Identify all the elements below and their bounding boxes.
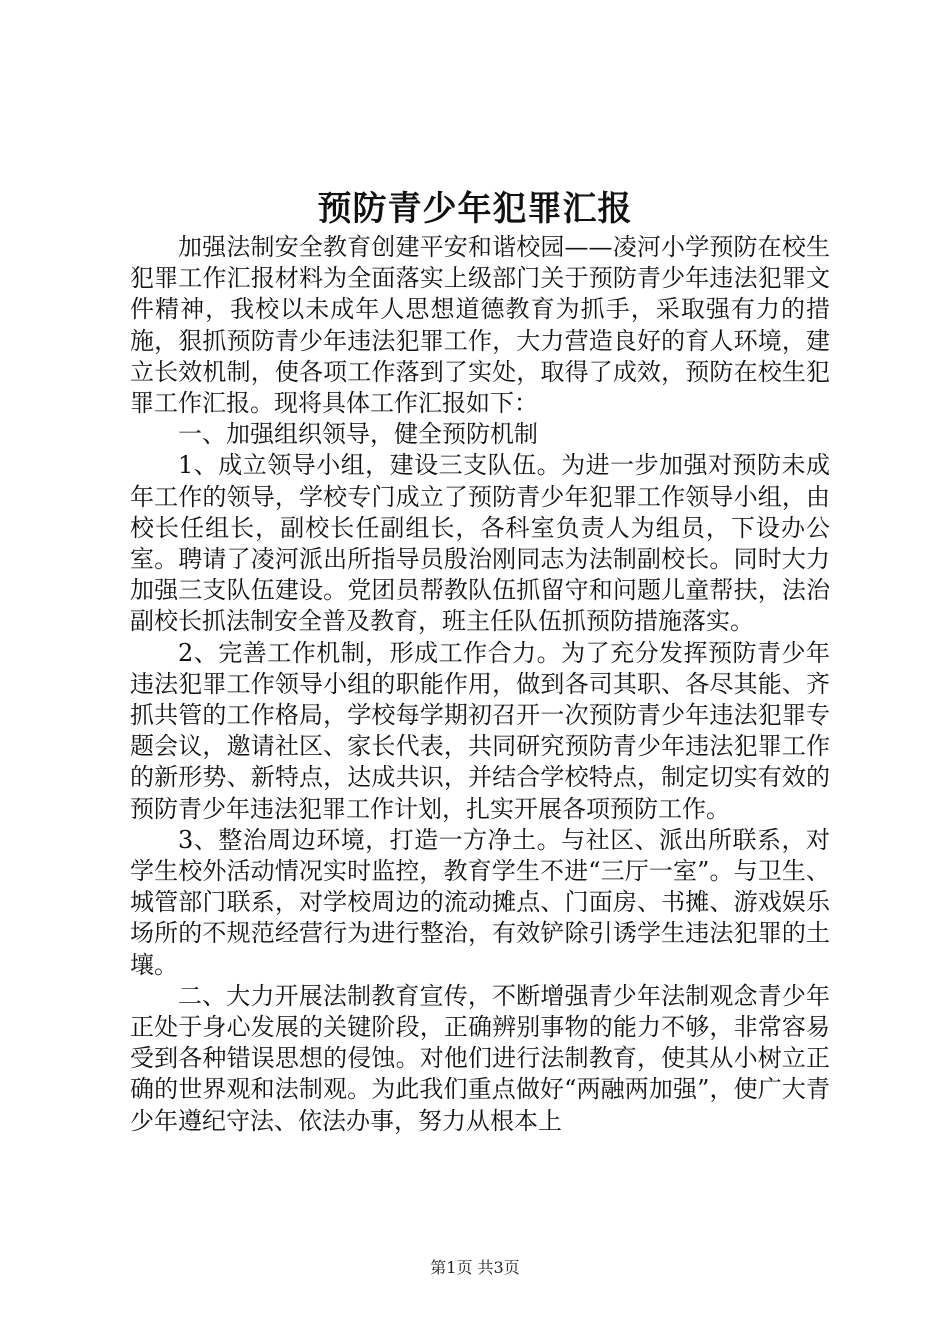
page-title: 预防青少年犯罪汇报 bbox=[317, 189, 633, 229]
section-heading-1: 一、加强组织领导，健全预防机制 bbox=[178, 420, 538, 449]
paragraph-item-3: 3、整治周边环境，打造一方净土。与社区、派出所联系，对学生校外活动情况实时监控，教育学生不进“三厅一室”。与卫生、城管部门联系，对学校周边的流动摊点、门面房、书摊、游戏娱乐场所的不规范经营行为进行整治，有效铲除引诱学生违法犯罪的土壤。 bbox=[130, 825, 830, 979]
section-paragraph-2: 二、大力开展法制教育宣传，不断增强青少年法制观念青少年正处于身心发展的关键阶段，正确辨别事物的能力不够，非常容易受到各种错误思想的侵蚀。对他们进行法制教育，使其从小树立正确的世界观和法制观。为此我们重点做好“两融两加强”，使广大青少年遵纪守法、依法办事，努力从根本上 bbox=[130, 981, 830, 1135]
paragraph-item-1: 1、成立领导小组，建设三支队伍。为进一步加强对预防未成年工作的领导，学校专门成立了预防青少年犯罪工作领导小组，由校长任组长，副校长任副组长，各科室负责人为组员，下设办公室。聘请了凌河派出所指导员殷治刚同志为法制副校长。同时大力加强三支队伍建设。党团员帮教队伍抓留守和问题儿童帮扶，法治副校长抓法制安全普及教育，班主任队伍抓预防措施落实。 bbox=[130, 451, 830, 636]
intro-paragraph: 加强法制安全教育创建平安和谐校园——凌河小学预防在校生犯罪工作汇报材料为全面落实上级部门关于预防青少年违法犯罪文件精神，我校以未成年人思想道德教育为抓手，采取强有力的措施，狠抓预防青少年违法犯罪工作，大力营造良好的育人环境，建立长效机制，使各项工作落到了实处，取得了成效，预防在校生犯罪工作汇报。现将具体工作汇报如下： bbox=[130, 233, 830, 418]
document-body bbox=[130, 232, 830, 1137]
page-footer: 第1页 共3页 bbox=[430, 1258, 520, 1277]
paragraph-item-2: 2、完善工作机制，形成工作合力。为了充分发挥预防青少年违法犯罪工作领导小组的职能作用，做到各司其职、各尽其能、齐抓共管的工作格局，学校每学期初召开一次预防青少年违法犯罪专题会议，邀请社区、家长代表，共同研究预防青少年违法犯罪工作的新形势、新特点，达成共识，并结合学校特点，制定切实有效的预防青少年违法犯罪工作计划，扎实开展各项预防工作。 bbox=[130, 638, 830, 823]
